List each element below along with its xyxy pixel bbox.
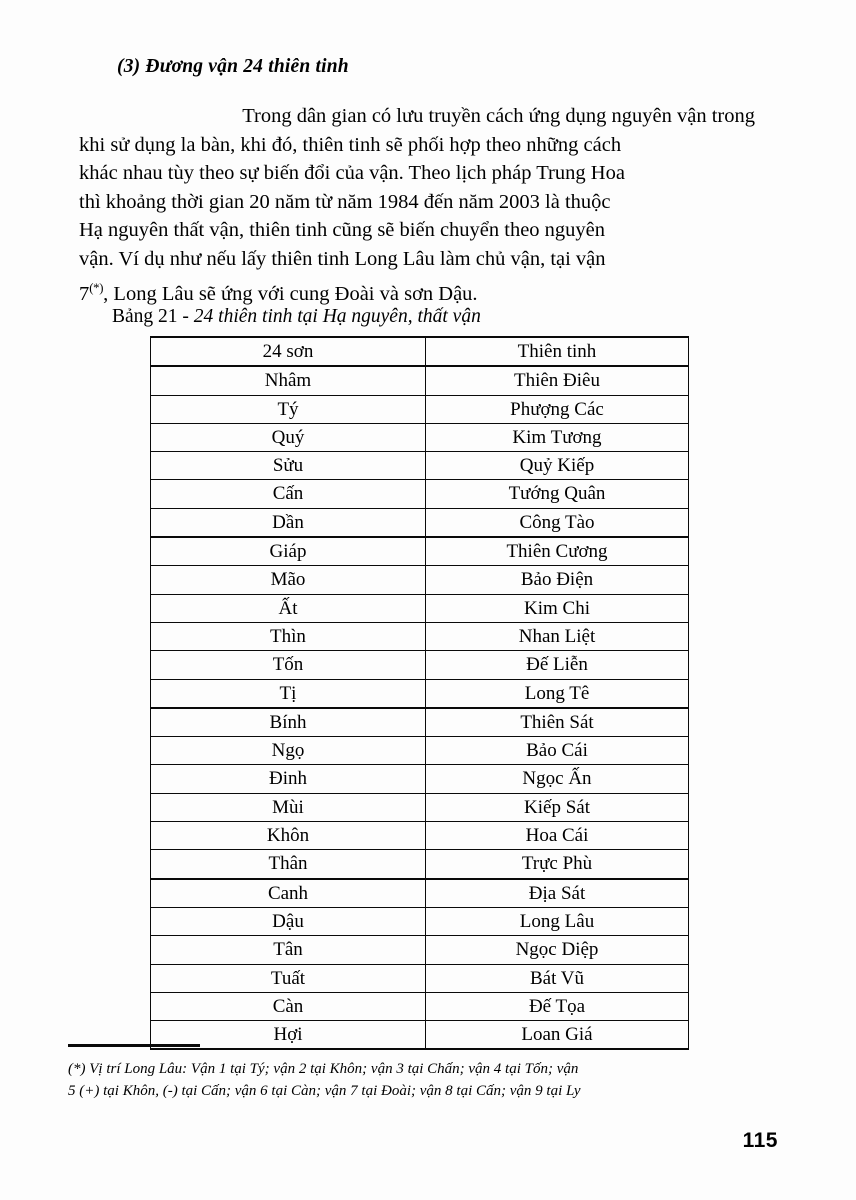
section-heading: (3) Đương vận 24 thiên tinh [117, 56, 349, 77]
body-line [79, 159, 755, 188]
footnote [68, 1058, 782, 1102]
footnote-line: (*) Vị trí Long Lâu: Vận 1 tại Tý; vận 2 tại Khôn; vận 3 tại Chấn; vận 4 tại Tốn; vận [68, 1061, 579, 1077]
table-cell-tinh: Đế Liễn [426, 651, 689, 679]
table-cell-son: Canh [151, 879, 426, 908]
table-cell-tinh: Nhan Liệt [426, 622, 689, 650]
table-cell-son: Mão [151, 566, 426, 594]
table-cell-son: Mùi [151, 793, 426, 821]
footnote-marker: (*) [89, 280, 104, 295]
table-cell-tinh: Hoa Cái [426, 822, 689, 850]
table-row [151, 651, 689, 679]
table-row [151, 964, 689, 992]
table-row [151, 366, 689, 395]
table-cell-son: Thân [151, 850, 426, 879]
table-cell-tinh: Bảo Cái [426, 737, 689, 765]
body-line [79, 245, 755, 274]
table-cell-son: Tuất [151, 964, 426, 992]
table-cell-tinh: Kiếp Sát [426, 793, 689, 821]
table-cell-tinh: Quỷ Kiếp [426, 452, 689, 480]
table-cell-tinh: Loan Giá [426, 1021, 689, 1050]
footnote-separator [68, 1044, 200, 1047]
stars-table-container [150, 336, 688, 1050]
table-row [151, 508, 689, 537]
table-cell-son: Thìn [151, 622, 426, 650]
body-line-text: Hạ nguyên thất vận, thiên tinh cũng sẽ biến chuyển theo nguyên [79, 219, 606, 242]
table-row [151, 936, 689, 964]
body-line-text: khi sử dụng la bàn, khi đó, thiên tinh sẽ phối hợp theo những cách [79, 133, 622, 156]
table-row [151, 566, 689, 594]
table-cell-son: Giáp [151, 537, 426, 566]
table-cell-tinh: Đế Tọa [426, 992, 689, 1020]
table-cell-tinh: Trực Phù [426, 850, 689, 879]
table-cell-tinh: Thiên Sát [426, 708, 689, 737]
table-cell-son: Tị [151, 679, 426, 708]
table-cell-son: Đinh [151, 765, 426, 793]
table-cell-tinh: Long Lâu [426, 907, 689, 935]
table-row [151, 879, 689, 908]
table-cell-son: Nhâm [151, 366, 426, 395]
body-line-text: vận. Ví dụ như nếu lấy thiên tinh Long Lâu làm chủ vận, tại vận [79, 247, 606, 270]
table-header-son: 24 sơn [151, 337, 426, 366]
table-row [151, 395, 689, 423]
footnote-line: 5 (+) tại Khôn, (-) tại Cấn; vận 6 tại Càn; vận 7 tại Đoài; vận 8 tại Cấn; vận 9 tại Ly [68, 1083, 581, 1099]
table-cell-tinh: Tướng Quân [426, 480, 689, 508]
table-row [151, 850, 689, 879]
table-caption [112, 306, 481, 328]
table-cell-tinh: Thiên Điêu [426, 366, 689, 395]
body-line [79, 131, 755, 160]
table-row [151, 622, 689, 650]
table-cell-tinh: Thiên Cương [426, 537, 689, 566]
body-line-text: khác nhau tùy theo sự biến đổi của vận. Theo lịch pháp Trung Hoa [79, 162, 625, 185]
body-line-text: , Long Lâu sẽ ứng với cung Đoài và sơn Dậu. [103, 282, 478, 305]
table-cell-tinh: Bảo Điện [426, 566, 689, 594]
table-header-row [151, 337, 689, 366]
body-line [79, 102, 755, 131]
table-cell-son: Dậu [151, 907, 426, 935]
table-cell-son: Tốn [151, 651, 426, 679]
table-cell-son: Dần [151, 508, 426, 537]
table-row [151, 907, 689, 935]
table-header-tinh: Thiên tinh [426, 337, 689, 366]
table-row [151, 480, 689, 508]
table-cell-son: Ngọ [151, 737, 426, 765]
table-cell-son: Tý [151, 395, 426, 423]
stars-table [150, 336, 689, 1050]
table-caption-prefix: Bảng 21 - [112, 306, 194, 327]
body-line [79, 216, 755, 245]
table-cell-son: Ất [151, 594, 426, 622]
page-number: 115 [742, 1129, 778, 1152]
table-cell-tinh: Bát Vũ [426, 964, 689, 992]
body-line [79, 188, 755, 217]
table-cell-son: Khôn [151, 822, 426, 850]
table-cell-son: Quý [151, 423, 426, 451]
vận-number: 7 [79, 282, 90, 305]
table-row [151, 679, 689, 708]
table-row [151, 1021, 689, 1050]
table-cell-tinh: Ngọc Ấn [426, 765, 689, 793]
table-cell-tinh: Long Tê [426, 679, 689, 708]
body-line-last [79, 274, 755, 308]
table-row [151, 452, 689, 480]
table-row [151, 423, 689, 451]
table-cell-son: Bính [151, 708, 426, 737]
body-paragraph [79, 102, 755, 308]
table-cell-tinh: Ngọc Diệp [426, 936, 689, 964]
body-line-text: thì khoảng thời gian 20 năm từ năm 1984 đến năm 2003 là thuộc [79, 190, 611, 213]
table-row [151, 737, 689, 765]
table-row [151, 537, 689, 566]
table-row [151, 992, 689, 1020]
table-caption-title: 24 thiên tinh tại Hạ nguyên, thất vận [193, 306, 481, 327]
table-cell-son: Sửu [151, 452, 426, 480]
body-line-text: Trong dân gian có lưu truyền cách ứng dụng nguyên vận trong [242, 105, 755, 127]
table-row [151, 708, 689, 737]
table-cell-tinh: Kim Tương [426, 423, 689, 451]
table-cell-son: Hợi [151, 1021, 426, 1050]
table-cell-tinh: Phượng Các [426, 395, 689, 423]
table-cell-son: Càn [151, 992, 426, 1020]
table-cell-tinh: Địa Sát [426, 879, 689, 908]
table-row [151, 765, 689, 793]
table-row [151, 594, 689, 622]
table-row [151, 822, 689, 850]
table-cell-son: Tân [151, 936, 426, 964]
table-cell-tinh: Công Tào [426, 508, 689, 537]
table-cell-son: Cấn [151, 480, 426, 508]
table-row [151, 793, 689, 821]
table-cell-tinh: Kim Chi [426, 594, 689, 622]
